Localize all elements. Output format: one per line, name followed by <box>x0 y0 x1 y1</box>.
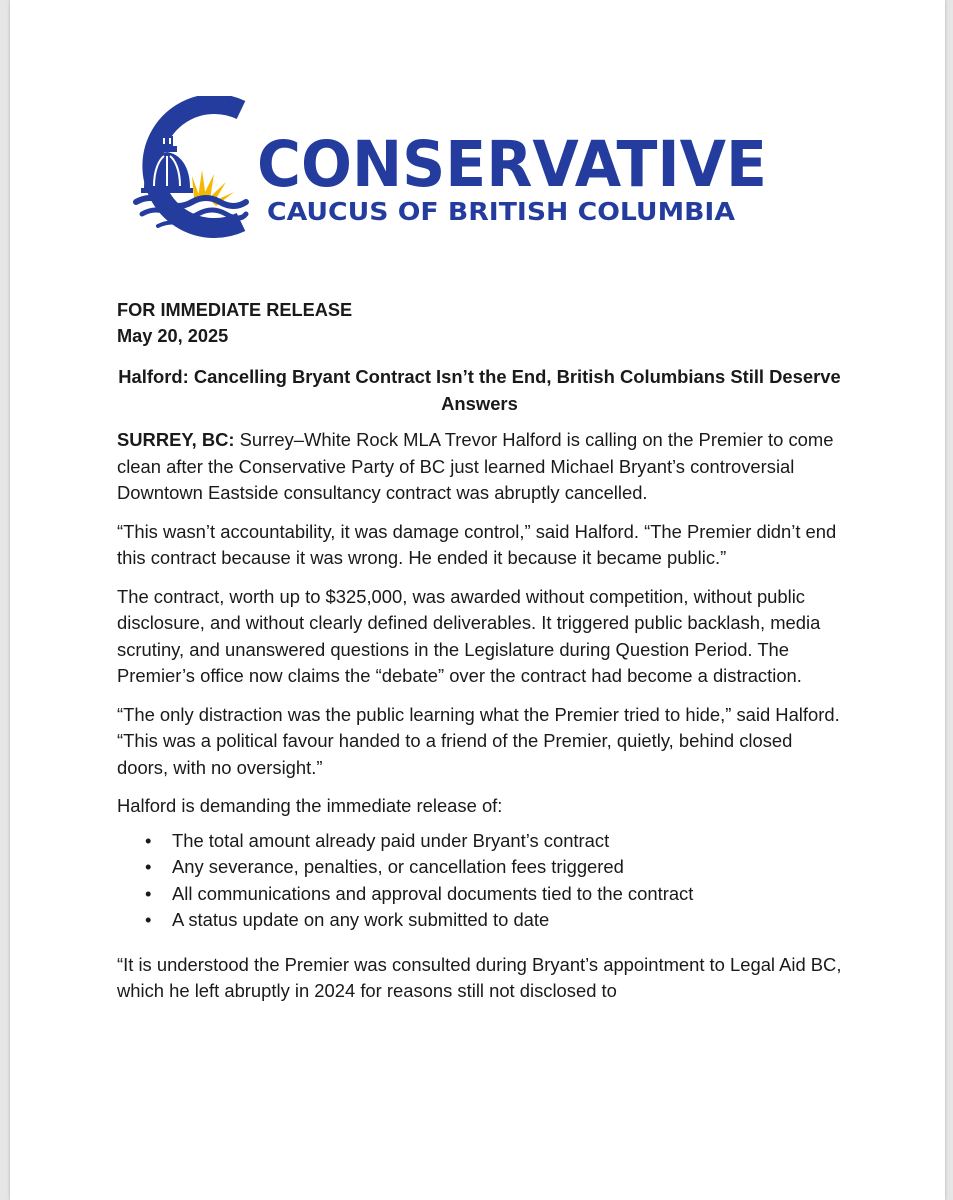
bullet-icon: • <box>145 856 152 878</box>
body-paragraph-3: The contract, worth up to $325,000, was awarded without competition, without public disclosure, and without clearly defined deliverables. It triggered public backlash, media scrutiny, and unanswered questions in the Legislature during Question Period. The Premier’s office now claims the “debate” over the contract had become a distraction. <box>117 585 821 686</box>
body-paragraph-2: “This wasn’t accountability, it was damage control,” said Halford. “The Premier didn’t end this contract because it was wrong. He ended it because it became public.” <box>117 520 837 568</box>
logo-graphic <box>128 96 778 246</box>
body-paragraph-4: “The only distraction was the public learning what the Premier tried to hide,” said Halford. “This was a political favour handed to a friend of the Premier, quietly, behind closed doors, with no oversight.” <box>117 703 840 778</box>
body-paragraph-6: “It is understood the Premier was consulted during Bryant’s appointment to Legal Aid BC, which he left abruptly in 2024 for reasons still not disclosed to <box>117 953 842 1002</box>
press-release-headline: Halford: Cancelling Bryant Contract Isn’t the End, British Columbians Still Deserve Answers <box>118 366 841 414</box>
bullet-icon: • <box>145 829 152 851</box>
release-date: May 20, 2025 <box>117 326 229 346</box>
body-paragraph-1 <box>117 427 842 507</box>
c-dome-sun-waves-icon <box>136 104 246 230</box>
conservative-caucus-logo <box>128 96 778 246</box>
body-paragraph-1-text: Surrey–White Rock MLA Trevor Halford is calling on the Premier to come clean after the Conservative Party of BC just learned Michael Bryant’s controversial Downtown Eastside consultancy contract was abruptly cancelled. <box>117 429 834 503</box>
body-paragraph-5: Halford is demanding the immediate release of: <box>117 795 503 816</box>
bullet-icon: • <box>145 882 152 904</box>
list-item: • A status update on any work submitted to date <box>172 907 842 934</box>
list-item: • All communications and approval documents tied to the contract <box>172 881 842 908</box>
press-release-content <box>117 297 842 1005</box>
logo-subtitle: CAUCUS OF BRITISH COLUMBIA <box>267 197 736 226</box>
list-item: • The total amount already paid under Bryant’s contract <box>172 828 842 855</box>
dateline: SURREY, BC: <box>117 429 235 450</box>
demands-list <box>117 828 842 934</box>
document-page <box>10 0 945 1200</box>
release-label: FOR IMMEDIATE RELEASE <box>117 300 353 320</box>
bullet-icon: • <box>145 909 152 931</box>
list-item: • Any severance, penalties, or cancellation fees triggered <box>172 854 842 881</box>
logo-wordmark: CONSERVATIVE <box>257 128 767 201</box>
release-header <box>117 297 842 349</box>
